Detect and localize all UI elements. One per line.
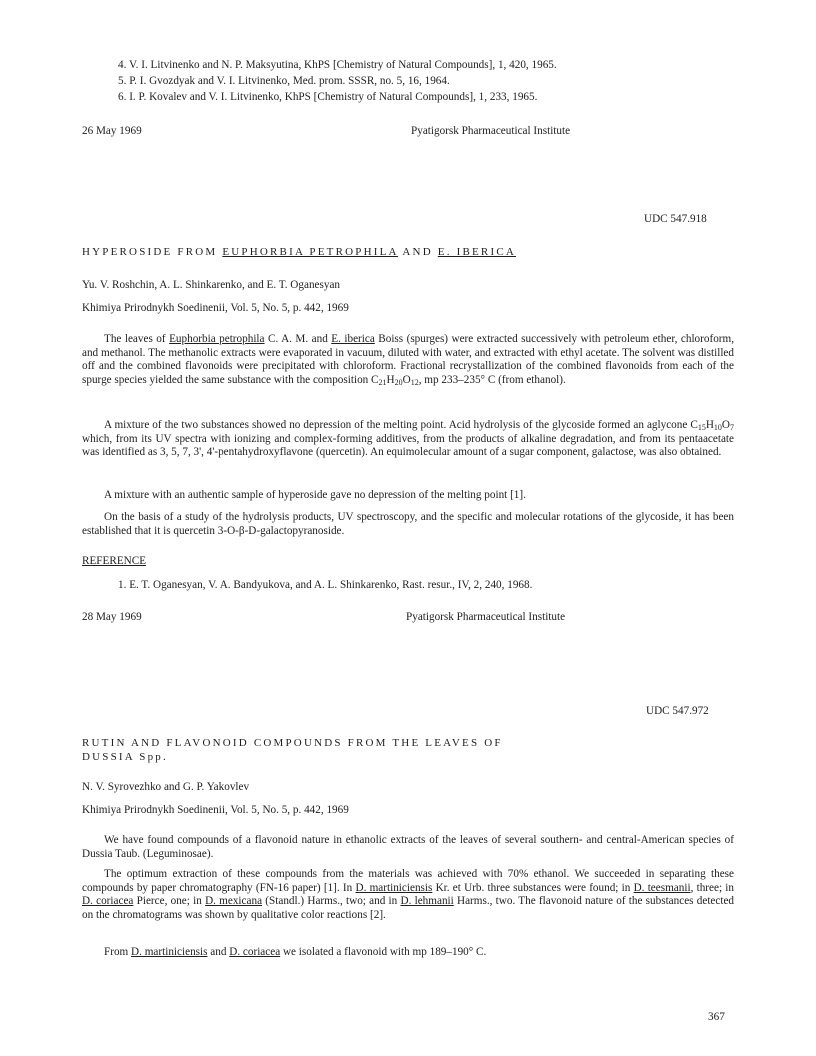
reference-item: 1. E. T. Oganesyan, V. A. Bandyukova, and A. L. Shinkarenko, Rast. resur., IV, 2, 240, 1968. (118, 579, 533, 591)
reference-item: 6. I. P. Kovalev and V. I. Litvinenko, KhPS [Chemistry of Natural Compounds], 1, 233, 1965. (118, 91, 538, 103)
journal-citation: Khimiya Prirodnykh Soedinenii, Vol. 5, No. 5, p. 442, 1969 (82, 302, 349, 314)
title-species: EUPHORBIA PETROPHILA (222, 246, 399, 258)
paragraph: On the basis of a study of the hydrolysis products, UV spectroscopy, and the specific and molecular rotations of the glycoside, it has been established that it is quercetin 3-O-β-D-galactopyranoside. (82, 511, 734, 537)
page-number: 367 (708, 1011, 725, 1023)
article-title (82, 246, 516, 258)
species-name: D. mexicana (205, 895, 263, 908)
text: Pierce, one; in (136, 895, 202, 908)
formula-element: O (402, 373, 411, 386)
text: , mp 233–235° C (from ethanol). (418, 373, 566, 386)
species-name: D. teesmanii (633, 881, 691, 894)
formula-subscript: 20 (394, 377, 403, 387)
species-name: D. martiniciensis (355, 881, 433, 894)
article-title: DUSSIA Spp. (82, 751, 168, 763)
paragraph (82, 946, 734, 960)
species-name: D. lehmanii (400, 895, 454, 908)
text: Boiss (spurges) were extracted successively with petroleum ether, chloroform, and methanol. The methanolic extracts were evaporated in vacuum, diluted with water, and extracted with ethyl acetate. The solvent was distilled off and the combined flavonoids were precipitated with chloroform. Fractional recrystallization of the combined flavonoids from each of the spurge species yielded the same substance with the composition C (82, 333, 735, 386)
authors: Yu. V. Roshchin, A. L. Shinkarenko, and E. T. Oganesyan (82, 279, 341, 291)
institute: Pyatigorsk Pharmaceutical Institute (406, 611, 566, 623)
text: which, from its UV spectra with ionizing and complex-forming additives, from the products of alkaline degradation, and from its pentaacetate was identified as 3, 5, 7, 3', 4'-pentahydroxyflavone (quercetin). An equimolecular amount of a sugar component, galactose, was also obtained. (82, 432, 734, 459)
text: A mixture of the two substances showed no depression of the melting point. Acid hydrolysis of the glycoside formed an aglycone C (104, 419, 698, 431)
text: The optimum extraction of these compounds from the materials was achieved with 70% ethanol. We succeeded in separating these compounds by paper chromatography (FN-16 paper) [1]. In (82, 868, 734, 894)
formula-subscript: 12 (410, 377, 419, 387)
received-date: 26 May 1969 (82, 125, 142, 137)
text: The leaves of (104, 333, 166, 345)
paragraph (82, 419, 734, 460)
formula-element: H (386, 373, 395, 386)
species-name: D. coriacea (82, 895, 134, 908)
title-species: E. IBERICA (437, 246, 517, 258)
formula-subscript: 21 (378, 377, 387, 387)
text: Harms., two. The flavonoid nature of the substances detected on the chromatograms was shown by qualitative color reactions [2]. (82, 895, 735, 921)
institute: Pyatigorsk Pharmaceutical Institute (411, 125, 571, 137)
received-date: 28 May 1969 (82, 611, 142, 623)
text: From (104, 946, 129, 958)
text: and (210, 946, 227, 958)
species-name: Euphorbia petrophila (169, 333, 265, 345)
formula-subscript: 15 (697, 423, 706, 432)
species-name: D. coriacea (229, 946, 281, 958)
formula-subscript: 10 (713, 423, 722, 432)
udc-code: UDC 547.918 (644, 213, 707, 225)
reference-item: 4. V. I. Litvinenko and N. P. Maksyutina, KhPS [Chemistry of Natural Compounds], 1, 420, 1965. (118, 59, 557, 71)
formula-subscript: 7 (730, 423, 734, 432)
paragraph: We have found compounds of a flavonoid nature in ethanolic extracts of the leaves of several southern- and central-American species of Dussia Taub. (Leguminosae). (82, 834, 734, 860)
journal-citation: Khimiya Prirodnykh Soedinenii, Vol. 5, No. 5, p. 442, 1969 (82, 804, 349, 816)
title-text: AND (402, 246, 433, 258)
paragraph: A mixture with an authentic sample of hyperoside gave no depression of the melting point [1]. (104, 489, 526, 501)
authors: N. V. Syrovezhko and G. P. Yakovlev (82, 781, 250, 793)
species-name: E. iberica (331, 333, 375, 345)
reference-item: 5. P. I. Gvozdyak and V. I. Litvinenko, Med. prom. SSSR, no. 5, 16, 1964. (118, 75, 450, 87)
text: C. A. M. and (267, 333, 328, 345)
text: Kr. et Urb. three substances were found; in (435, 881, 631, 894)
title-text: HYPEROSIDE FROM (82, 246, 218, 258)
paragraph (82, 868, 734, 922)
text: , three; in (690, 881, 734, 894)
udc-code: UDC 547.972 (646, 705, 709, 717)
article-title: RUTIN AND FLAVONOID COMPOUNDS FROM THE LEAVES OF (82, 737, 503, 749)
species-name: D. martiniciensis (131, 946, 208, 958)
text: we isolated a flavonoid with mp 189–190° C. (282, 946, 487, 958)
paragraph (82, 333, 734, 387)
formula-element: O (721, 419, 730, 431)
reference-heading: REFERENCE (82, 555, 147, 567)
text: (Standl.) Harms., two; and in (265, 895, 398, 908)
formula-element: H (705, 419, 714, 431)
